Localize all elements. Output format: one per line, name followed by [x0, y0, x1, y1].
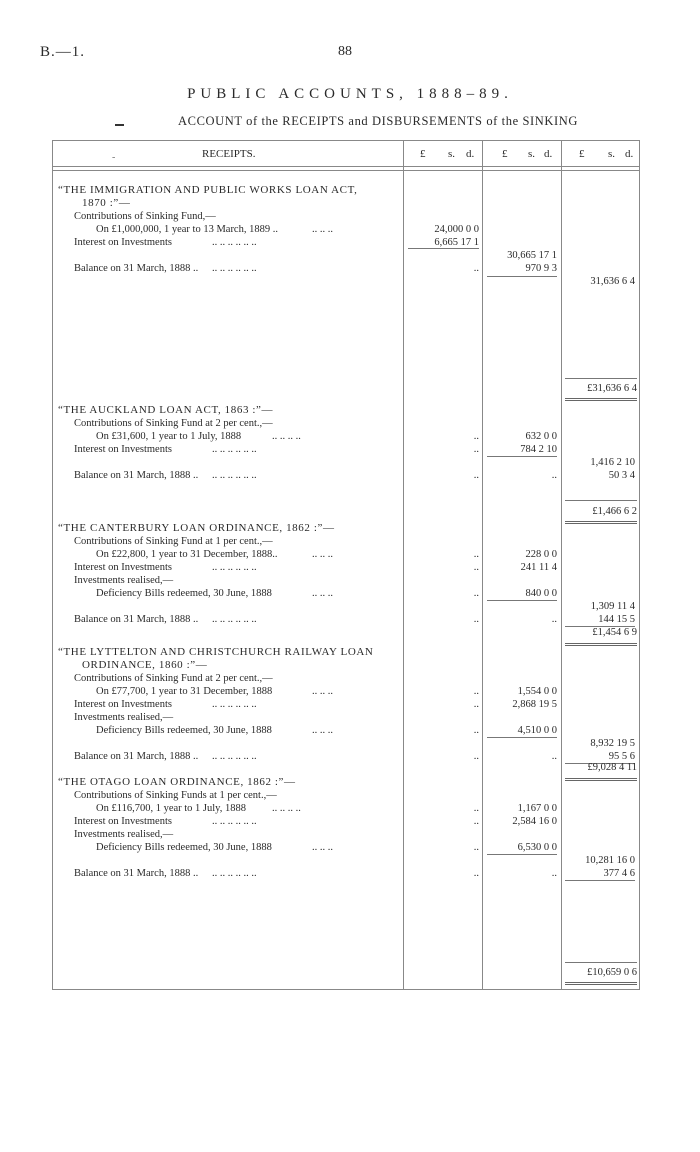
leader-dots: .. .. .. .. .. ..	[212, 562, 257, 573]
col1-amount: ..	[473, 699, 479, 710]
receipts-header: RECEIPTS.	[202, 148, 256, 160]
col1-amount: ..	[473, 444, 479, 455]
col3-total: 31,636 6 4	[590, 276, 635, 287]
col1-amount: ..	[473, 751, 479, 762]
col1-amount: ..	[473, 868, 479, 879]
col1-amount: ..	[473, 470, 479, 481]
line-text: On £77,700, 1 year to 31 December, 1888	[96, 686, 273, 697]
grand-total: £10,659 0 6	[587, 967, 637, 978]
col1-pence-header: d.	[466, 148, 475, 160]
line-text: Balance on 31 March, 1888 ..	[74, 751, 199, 762]
col2-amount: 632 0 0	[525, 431, 557, 442]
line-text: On £22,800, 1 year to 31 December, 1888..	[96, 549, 278, 560]
line-text: Contributions of Sinking Fund,—	[74, 211, 216, 222]
sum-rule	[487, 600, 557, 601]
col3-pound-header: £	[579, 148, 585, 160]
grand-total: £1,454 6 9	[592, 627, 637, 638]
col1-pound-header: £	[420, 148, 426, 160]
line-text: Deficiency Bills redeemed, 30 June, 1888	[96, 842, 272, 853]
leader-dots: .. .. .. .. .. ..	[212, 263, 257, 274]
sum-rule	[487, 737, 557, 738]
line-text: On £116,700, 1 year to 1 July, 1888	[96, 803, 246, 814]
header-dash-mark: -	[112, 152, 116, 163]
col2-amount: 4,510 0 0	[517, 725, 557, 736]
header-bottom-rule	[52, 166, 640, 167]
line-text: Interest on Investments	[74, 699, 172, 710]
leader-dots: .. .. ..	[312, 549, 333, 560]
col1-amount: ..	[473, 588, 479, 599]
col2-balance: 970 9 3	[525, 263, 557, 274]
col1-amount: ..	[473, 263, 479, 274]
leader-dots: .. .. .. ..	[272, 803, 301, 814]
line-text: Balance on 31 March, 1888 ..	[74, 470, 199, 481]
col1-amount: ..	[473, 431, 479, 442]
col3-balance: 144 15 5	[598, 614, 635, 625]
line-text: Investments realised,—	[74, 575, 174, 586]
col2-amount: 840 0 0	[525, 588, 557, 599]
col2-amount: ..	[551, 751, 557, 762]
col2-shilling-header: s.	[528, 148, 536, 160]
sum-rule	[565, 880, 635, 881]
line-text: Contributions of Sinking Fund at 2 per cent.,—	[74, 673, 273, 684]
col3-total: 8,932 19 5	[590, 738, 635, 749]
col1-shilling-header: s.	[448, 148, 456, 160]
leader-dots: .. .. .. ..	[272, 431, 301, 442]
section-heading: ORDINANCE, 1860 :”—	[82, 659, 208, 671]
col1-amount: ..	[473, 614, 479, 625]
col2-amount: 228 0 0	[525, 549, 557, 560]
col2-amount: 241 11 4	[520, 562, 557, 573]
section-otago-loan	[52, 776, 640, 880]
leader-dots: .. .. .. .. .. ..	[212, 751, 257, 762]
section-heading: “THE CANTERBURY LOAN ORDINANCE, 1862 :”—	[58, 522, 335, 534]
col1-amount: ..	[473, 686, 479, 697]
col1-amount: ..	[473, 562, 479, 573]
col1-amount: ..	[473, 842, 479, 853]
header-bottom-rule-2	[52, 170, 640, 171]
section-heading: “THE LYTTELTON AND CHRISTCHURCH RAILWAY LOAN	[58, 646, 374, 658]
col3-shilling-header: s.	[608, 148, 616, 160]
leader-dots: .. .. ..	[312, 842, 333, 853]
leader-dots: .. .. .. .. .. ..	[212, 444, 257, 455]
grand-total: £9,028 4 11	[587, 762, 637, 773]
line-text: Deficiency Bills redeemed, 30 June, 1888	[96, 588, 272, 599]
col2-amount: ..	[551, 614, 557, 625]
leader-dots: .. .. .. .. .. ..	[212, 868, 257, 879]
sum-rule	[565, 500, 637, 501]
col1-amount: ..	[473, 803, 479, 814]
col3-balance: 50 3 4	[608, 470, 635, 481]
table-bottom-rule	[52, 989, 640, 990]
col2-subtotal: 30,665 17 1	[507, 250, 557, 261]
col2-amount: 2,584 16 0	[512, 816, 557, 827]
col3-total: 1,416 2 10	[590, 457, 635, 468]
col1-amount: ..	[473, 816, 479, 827]
leader-dots: .. .. .. .. .. ..	[212, 699, 257, 710]
line-text: Deficiency Bills redeemed, 30 June, 1888	[96, 725, 272, 736]
leader-dots: .. .. ..	[312, 725, 333, 736]
col1-amount: 24,000 0 0	[434, 224, 479, 235]
col3-balance: 95 5 6	[608, 751, 635, 762]
section-auckland-loan	[52, 404, 640, 482]
line-text: Contributions of Sinking Fund at 2 per cent.,—	[74, 418, 273, 429]
line-text: Contributions of Sinking Funds at 1 per cent.,—	[74, 790, 277, 801]
col3-total: 1,309 11 4	[590, 601, 635, 612]
sum-rule	[487, 854, 557, 855]
col2-pence-header: d.	[544, 148, 553, 160]
leader-dots: .. .. .. .. .. ..	[212, 614, 257, 625]
line-text: Interest on Investments	[74, 562, 172, 573]
section-heading: “THE OTAGO LOAN ORDINANCE, 1862 :”—	[58, 776, 296, 788]
line-text: Contributions of Sinking Fund at 1 per cent.,—	[74, 536, 273, 547]
section-heading: “THE IMMIGRATION AND PUBLIC WORKS LOAN ACT,	[58, 184, 358, 196]
section-heading: “THE AUCKLAND LOAN ACT, 1863 :”—	[58, 404, 274, 416]
col3-pence-header: d.	[625, 148, 634, 160]
header-dash	[115, 124, 124, 126]
leader-dots: .. .. ..	[312, 224, 333, 235]
leader-dots: .. .. ..	[312, 588, 333, 599]
section-heading: 1870 :”—	[82, 197, 131, 209]
col3-total: 10,281 16 0	[585, 855, 635, 866]
table-top-rule	[52, 140, 640, 141]
col1-amount: 6,665 17 1	[434, 237, 479, 248]
sum-rule	[565, 962, 637, 963]
line-text: Interest on Investments	[74, 237, 172, 248]
grand-total: £31,636 6 4	[587, 383, 637, 394]
sum-rule	[565, 378, 637, 379]
double-rule	[565, 982, 637, 985]
col2-amount: 1,554 0 0	[517, 686, 557, 697]
sum-rule	[487, 456, 557, 457]
col2-amount: 2,868 19 5	[512, 699, 557, 710]
leader-dots: .. .. .. .. .. ..	[212, 237, 257, 248]
col1-amount: ..	[473, 549, 479, 560]
line-text: On £31,600, 1 year to 1 July, 1888	[96, 431, 242, 442]
page-title: PUBLIC ACCOUNTS, 1888–89.	[187, 86, 513, 102]
line-text: Balance on 31 March, 1888 ..	[74, 263, 199, 274]
col2-amount: ..	[551, 868, 557, 879]
grand-total: £1,466 6 2	[592, 506, 637, 517]
line-text: Interest on Investments	[74, 816, 172, 827]
double-rule	[565, 398, 637, 401]
section-lyttelton-railway-loan	[52, 646, 640, 763]
col2-pound-header: £	[502, 148, 508, 160]
col3-balance: 377 4 6	[603, 868, 635, 879]
section-canterbury-loan	[52, 522, 640, 626]
sum-rule	[408, 248, 479, 249]
leader-dots: .. .. .. .. .. ..	[212, 470, 257, 481]
account-subtitle: ACCOUNT of the RECEIPTS and DISBURSEMENTS of the SINKING	[178, 114, 579, 128]
line-text: Balance on 31 March, 1888 ..	[74, 614, 199, 625]
col1-amount: ..	[473, 725, 479, 736]
line-text: Balance on 31 March, 1888 ..	[74, 868, 199, 879]
line-text: Investments realised,—	[74, 712, 174, 723]
col2-amount: ..	[551, 470, 557, 481]
leader-dots: .. .. .. .. .. ..	[212, 816, 257, 827]
line-text: On £1,000,000, 1 year to 13 March, 1889 ..	[96, 224, 278, 235]
line-text: Investments realised,—	[74, 829, 174, 840]
col2-amount: 784 2 10	[520, 444, 557, 455]
col2-amount: 6,530 0 0	[517, 842, 557, 853]
sum-rule	[487, 276, 557, 277]
col2-amount: 1,167 0 0	[517, 803, 557, 814]
page-reference: B.—1.	[40, 44, 86, 60]
section-immigration-loan	[52, 184, 640, 288]
line-text: Interest on Investments	[74, 444, 172, 455]
page-number: 88	[338, 44, 352, 59]
leader-dots: .. .. ..	[312, 686, 333, 697]
